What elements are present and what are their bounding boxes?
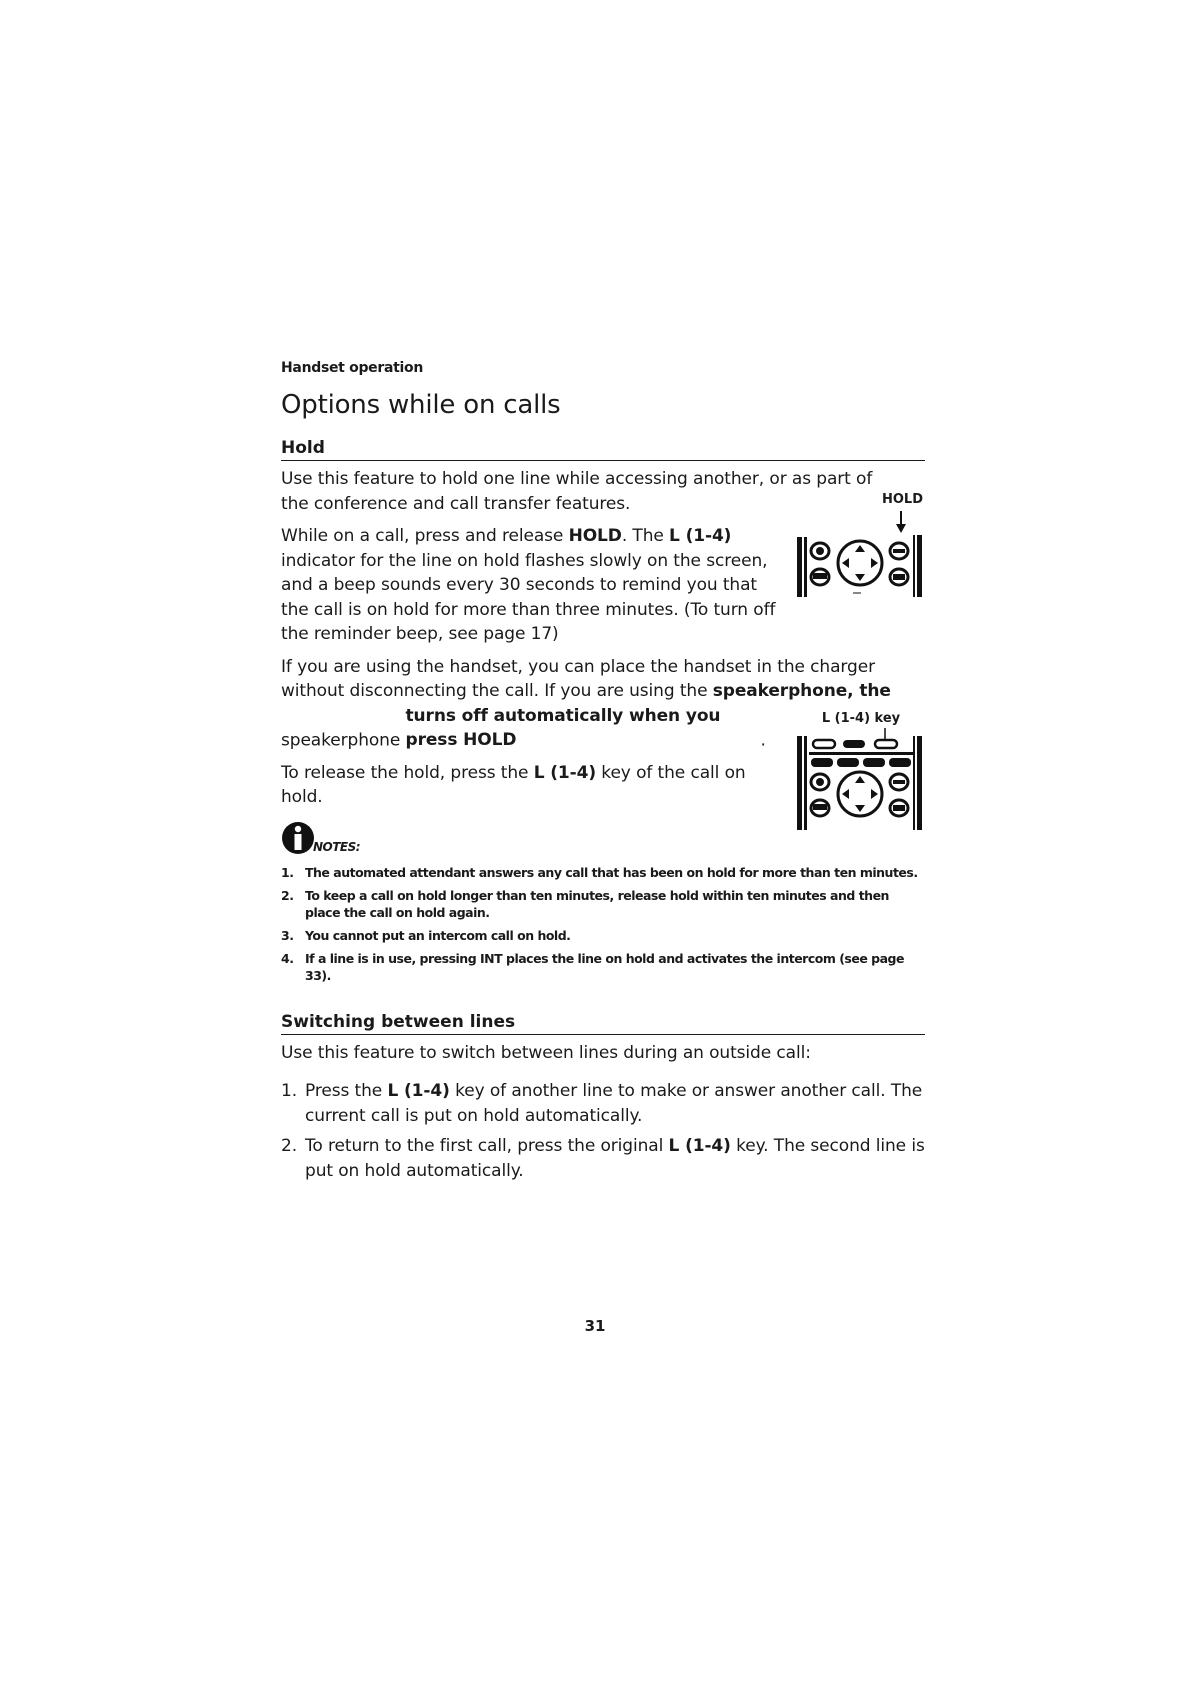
step-item: 1. Press the L (1-4) key of another line to make or answer another call. The current call is put on hold automatically. — [281, 1081, 923, 1126]
line-key-figure — [797, 711, 925, 834]
note-item: 3. You cannot put an intercom call on hold. — [281, 927, 571, 943]
page-number: 31 — [584, 1317, 606, 1335]
handset-keypad-line-icon — [797, 726, 925, 830]
note-item: 4. If a line is in use, pressing INT places the line on hold and activates the intercom (see page 33). — [281, 950, 904, 983]
speakerphone-instructions — [281, 655, 925, 810]
notes-list — [281, 864, 925, 984]
info-icon — [281, 820, 317, 856]
hold-key-text: HOLD — [568, 526, 622, 546]
switching-steps — [281, 1079, 925, 1183]
line-key-text: L (1-4) — [669, 526, 732, 546]
hold-paragraph-2: If you are using the handset, you can place the handset in the charger without disconnecting the call. If you are using the speakerphone, the speakerphone turns off automatically when you press HOLD . — [281, 656, 891, 750]
manual-page — [281, 360, 925, 1189]
notes-title: NOTES: — [313, 839, 361, 854]
hold-figure-label: HOLD — [881, 492, 923, 507]
hold-heading: Hold — [281, 438, 925, 461]
switching-heading: Switching between lines — [281, 1012, 925, 1035]
page-title: Options while on calls — [281, 390, 561, 420]
hold-intro: Use this feature to hold one line while accessing another, or as part of the conference and call transfer features. — [281, 469, 873, 514]
hold-key-figure — [797, 492, 925, 601]
hold-paragraph-1: While on a call, press and release HOLD. The L (1-4) indicator for the line on hold flashes slowly on the screen, and a beep sounds every 30 seconds to remind you that the call is on hold for more than three minutes. (To turn off the reminder beep, see page 17) — [281, 526, 776, 644]
note-item: 1. The automated attendant answers any call that has been on hold for more than ten minutes. — [281, 864, 918, 880]
handset-keypad-hold-icon — [797, 507, 925, 597]
hold-paragraph-3: To release the hold, press the L (1-4) key of the call on hold. — [281, 762, 746, 807]
step-item: 2. To return to the first call, press the original L (1-4) key. The second line is put on hold automatically. — [281, 1136, 925, 1181]
hold-instructions — [281, 492, 925, 647]
switching-intro: Use this feature to switch between lines during an outside call: — [281, 1042, 811, 1063]
note-item: 2. To keep a call on hold longer than ten minutes, release hold within ten minutes and then place the call on hold again. — [281, 887, 889, 920]
line-key-figure-label: L (1-4) key — [821, 710, 901, 726]
section-label: Handset operation — [281, 360, 424, 376]
